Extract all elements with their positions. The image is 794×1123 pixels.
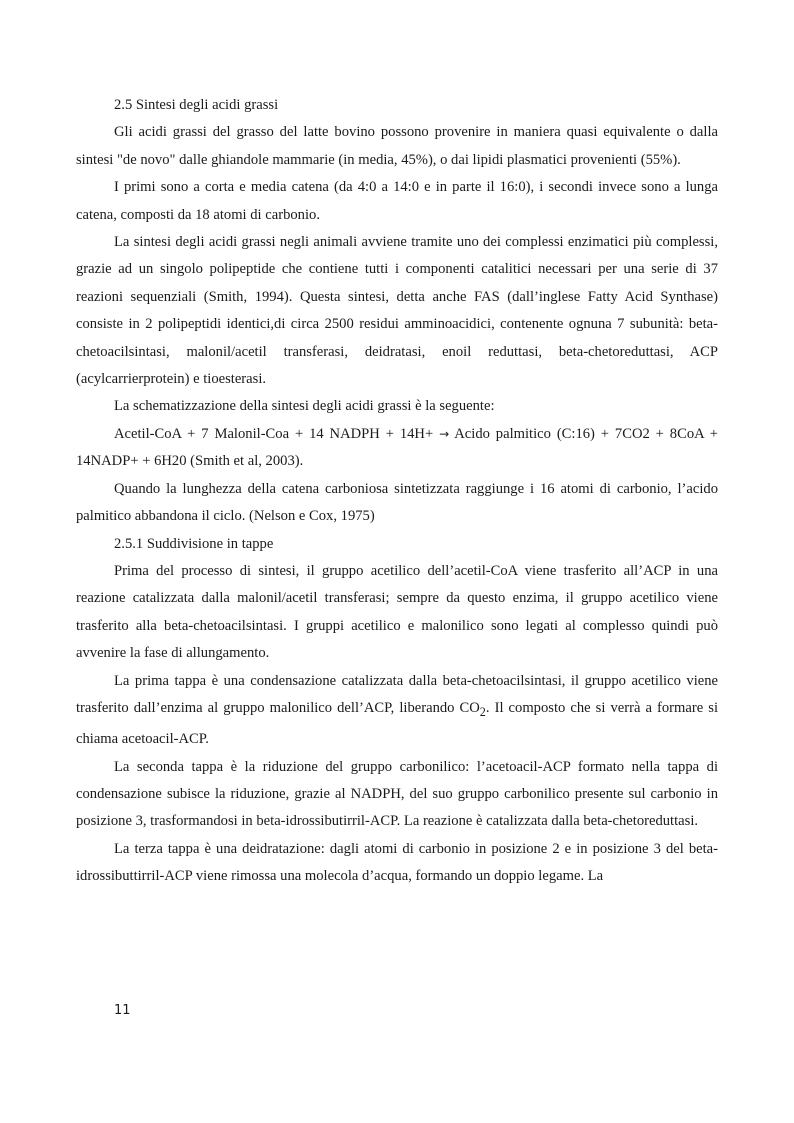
reaction-equation (76, 421, 718, 476)
co2-subscript: 2 (479, 704, 486, 719)
paragraph: La schematizzazione della sintesi degli acidi grassi è la seguente: (114, 398, 495, 415)
paragraph: La seconda tappa è la riduzione del gruppo carbonilico: l’acetoacil-ACP formato nella tappa di condensazione subisce la riduzione, grazie al NADPH, del suo gruppo carbonilico presente sul carbonio in posizione 3, trasformandosi in beta-idrossibutirril-ACP. La reazione è catalizzata dalla beta-chetoreduttasi. (76, 758, 718, 830)
document-page (76, 92, 718, 891)
paragraph: La sintesi degli acidi grassi negli animali avviene tramite uno dei complessi enzimatici più complessi, grazie ad un singolo polipeptide che contiene tutti i componenti catalitici necessari per una serie di 37 reazioni sequenziali (Smith, 1994). Questa sintesi, detta anche FAS (dall’inglese Fatty Acid Synthase) consiste in 2 polipeptidi identici,di circa 2500 residui amminoacidici, contenente ognuna 7 subunità: beta-chetoacilsintasi, malonil/acetil transferasi, deidratasi, enoil reduttasi, beta-chetoreduttasi, ACP (acylcarrierprotein) e tioesterasi. (76, 234, 718, 388)
section-heading: 2.5 Sintesi degli acidi grassi (114, 97, 279, 113)
paragraph: La terza tappa è una deidratazione: dagli atomi di carbonio in posizione 2 e in posizione 3 del beta-idrossibuttirril-ACP viene rimossa una molecola d’acqua, formando un doppio legame. La (76, 840, 718, 885)
reaction-arrow-icon: → (439, 426, 450, 441)
paragraph: Prima del processo di sintesi, il gruppo acetilico dell’acetil-CoA viene trasferito all’ACP in una reazione catalizzata dalla malonil/acetil transferasi; sempre da questo enzima, il gruppo acetilico viene trasferito alla beta-chetoacilsintasi. I gruppi acetilico e malonilico sono legati al complesso quindi può avvenire la fase di allungamento. (76, 562, 718, 662)
paragraph: I primi sono a corta e media catena (da 4:0 a 14:0 e in parte il 16:0), i secondi invece sono a lunga catena, composti da 18 atomi di carbonio. (76, 179, 718, 223)
paragraph-text: . Il composto che si verrà a formare si chiama acetoacil-ACP. (76, 699, 718, 748)
equation-reactants: Acetil-CoA + 7 Malonil-Coa + 14 NADPH + 14H+ (114, 425, 434, 442)
paragraph: Quando la lunghezza della catena carboniosa sintetizzata raggiunge i 16 atomi di carbonio, l’acido palmitico abbandona il ciclo. (Nelson e Cox, 1975) (76, 480, 718, 525)
paragraph-text: La prima tappa è una condensazione catalizzata dalla beta-chetoacilsintasi, il gruppo acetilico viene trasferito dall’enzima al gruppo malonilico dell’ACP, liberando CO (76, 672, 718, 716)
page-number: 11 (114, 1003, 131, 1018)
paragraph: Gli acidi grassi del grasso del latte bovino possono provenire in maniera quasi equivalente o dalla sintesi "de novo" dalle ghiandole mammarie (in media, 45%), o dai lipidi plasmatici provenienti (55%). (76, 124, 718, 168)
subsection-heading: 2.5.1 Suddivisione in tappe (114, 535, 274, 552)
paragraph-condensation (76, 668, 718, 754)
equation-products: Acido palmitico (C:16) + 7CO2 + 8CoA + 14NADP+ + 6H20 (Smith et al, 2003). (76, 425, 718, 470)
